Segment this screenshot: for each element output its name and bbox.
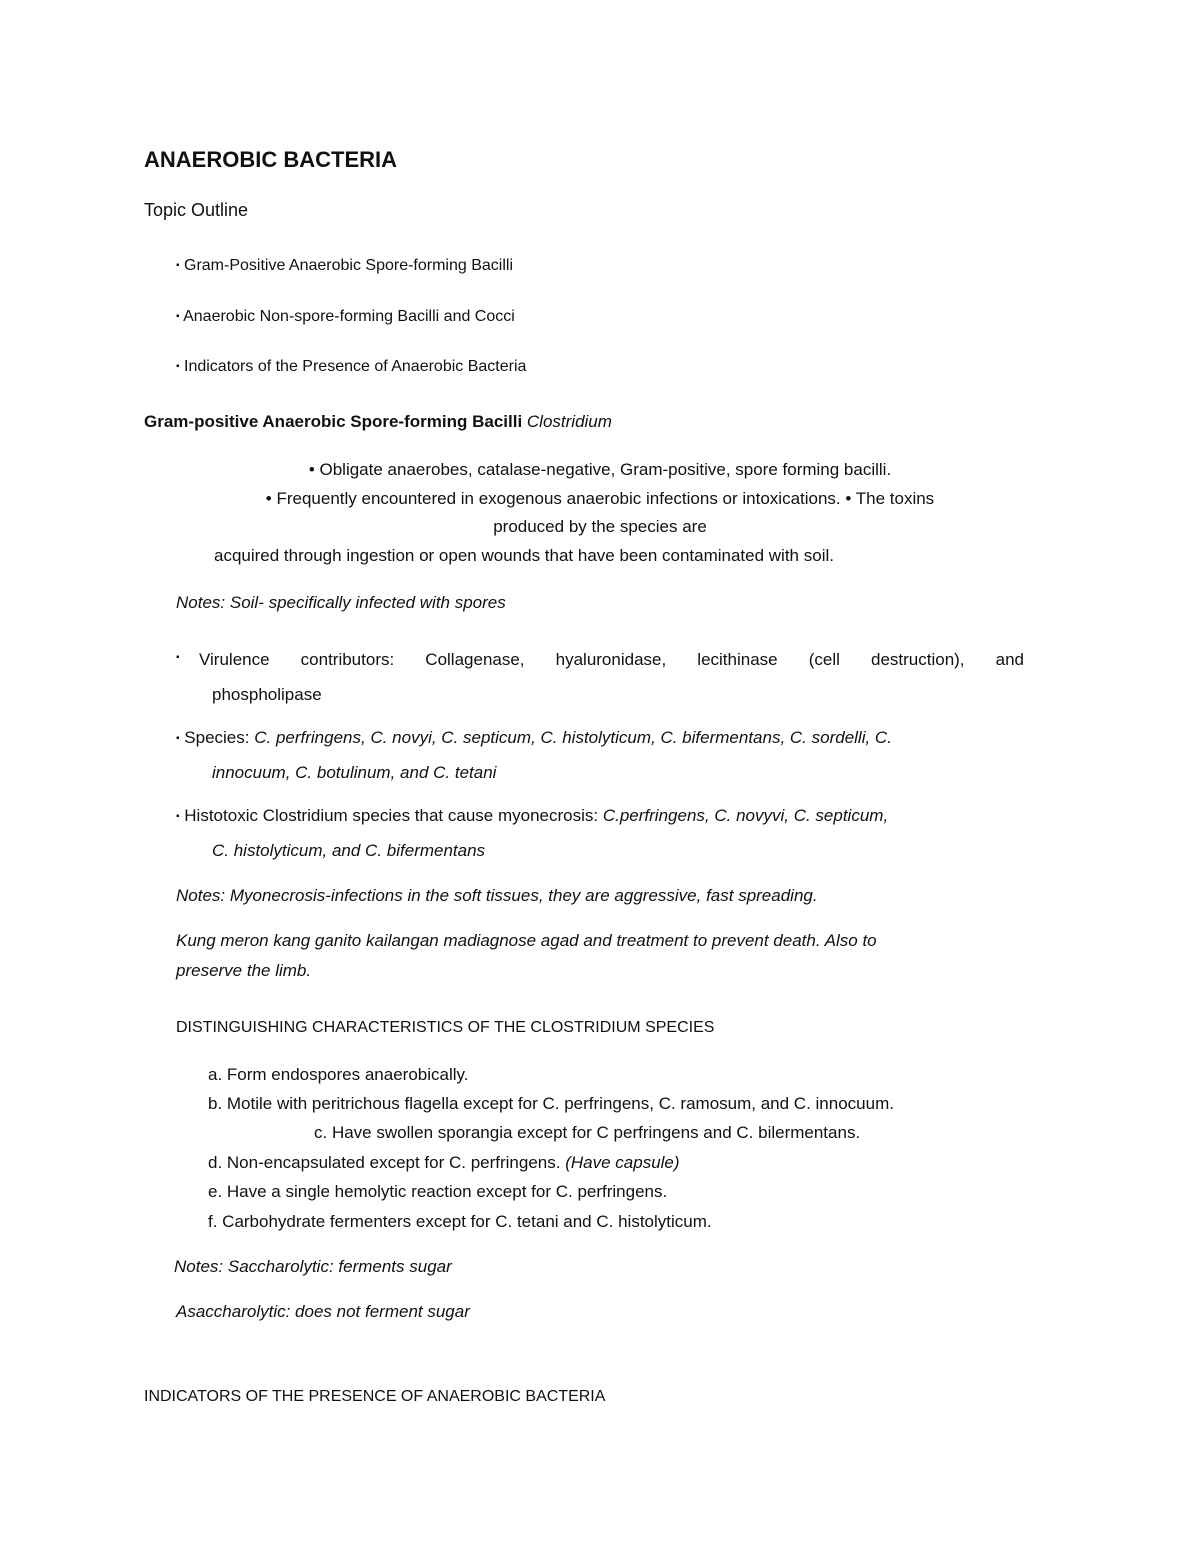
- bullet-icon: ▪: [176, 311, 180, 322]
- outline-item-2: [176, 309, 515, 325]
- histotoxic-label: Histotoxic Clostridium species that cause myonecrosis:: [184, 806, 599, 825]
- bullet-icon: ▪: [176, 361, 180, 372]
- note-saccharolytic: Notes: Saccharolytic: ferments sugar: [174, 1257, 452, 1276]
- centered-line-3: produced by the species are: [493, 517, 707, 536]
- bullet-icon: ▪: [176, 733, 180, 744]
- section-heading-bold: Gram-positive Anaerobic Spore-forming Bacilli: [144, 412, 523, 431]
- char-e: e. Have a single hemolytic reaction except for C. perfringens.: [208, 1182, 668, 1201]
- centered-line-2: • Frequently encountered in exogenous anaerobic infections or intoxications. • The toxins: [265, 489, 935, 508]
- virulence-text: Virulence contributors: Collagenase, hyaluronidase, lecithinase (cell destruction), and: [199, 650, 1024, 669]
- char-f: f. Carbohydrate fermenters except for C. tetani and C. histolyticum.: [208, 1212, 712, 1231]
- species-list-1: C. perfringens, C. novyi, C. septicum, C. histolyticum, C. bifermentans, C. sordelli, C.: [254, 728, 892, 747]
- species-line-1: [176, 729, 892, 746]
- char-c: c. Have swollen sporangia except for C perfringens and C. bilermentans.: [314, 1123, 861, 1142]
- char-b: b. Motile with peritrichous flagella except for C. perfringens, C. ramosum, and C. innocuum.: [208, 1094, 894, 1113]
- outline-item-2-text: Anaerobic Non-spore-forming Bacilli and Cocci: [183, 308, 515, 325]
- outline-item-1: [176, 258, 513, 274]
- histotoxic-line-2: C. histolyticum, and C. bifermentans: [212, 841, 486, 860]
- char-d: [208, 1154, 680, 1171]
- char-d-note: (Have capsule): [565, 1153, 680, 1172]
- char-a: a. Form endospores anaerobically.: [208, 1065, 469, 1084]
- char-d-text: d. Non-encapsulated except for C. perfringens.: [208, 1153, 561, 1172]
- centered-line-1: • Obligate anaerobes, catalase-negative, Gram-positive, spore forming bacilli.: [308, 460, 892, 479]
- outline-item-3: [176, 359, 526, 375]
- outline-item-3-text: Indicators of the Presence of Anaerobic Bacteria: [184, 358, 527, 375]
- note-kung-line-1: Kung meron kang ganito kailangan madiagnose agad and treatment to prevent death. Also to: [176, 931, 877, 950]
- outline-item-1-text: Gram-Positive Anaerobic Spore-forming Bacilli: [184, 257, 514, 274]
- section-heading: [144, 413, 612, 430]
- bullet-icon: ▪: [176, 652, 180, 663]
- centered-line-4: acquired through ingestion or open wounds that have been contaminated with soil.: [214, 546, 834, 565]
- note-soil: Notes: Soil- specifically infected with spores: [176, 593, 506, 612]
- note-myonecrosis: Notes: Myonecrosis-infections in the soft tissues, they are aggressive, fast spreading.: [176, 886, 818, 905]
- bullet-icon: ▪: [176, 260, 180, 271]
- species-line-2: innocuum, C. botulinum, and C. tetani: [212, 763, 497, 782]
- note-kung-line-2: preserve the limb.: [176, 961, 312, 980]
- virulence-line-2: phospholipase: [212, 685, 322, 704]
- topic-outline-heading: Topic Outline: [144, 200, 249, 220]
- virulence-line-1: [176, 651, 1024, 668]
- section-heading-genus: Clostridium: [526, 412, 612, 431]
- indicators-heading: INDICATORS OF THE PRESENCE OF ANAEROBIC BACTERIA: [144, 1388, 606, 1405]
- histotoxic-list-1: C.perfringens, C. novyvi, C. septicum,: [602, 806, 889, 825]
- note-asaccharolytic: Asaccharolytic: does not ferment sugar: [176, 1302, 470, 1321]
- bullet-icon: ▪: [176, 811, 180, 822]
- distinguishing-heading: DISTINGUISHING CHARACTERISTICS OF THE CLOSTRIDIUM SPECIES: [176, 1019, 715, 1036]
- species-label: Species:: [184, 728, 250, 747]
- document-title: ANAEROBIC BACTERIA: [144, 147, 397, 172]
- histotoxic-line-1: [176, 807, 888, 824]
